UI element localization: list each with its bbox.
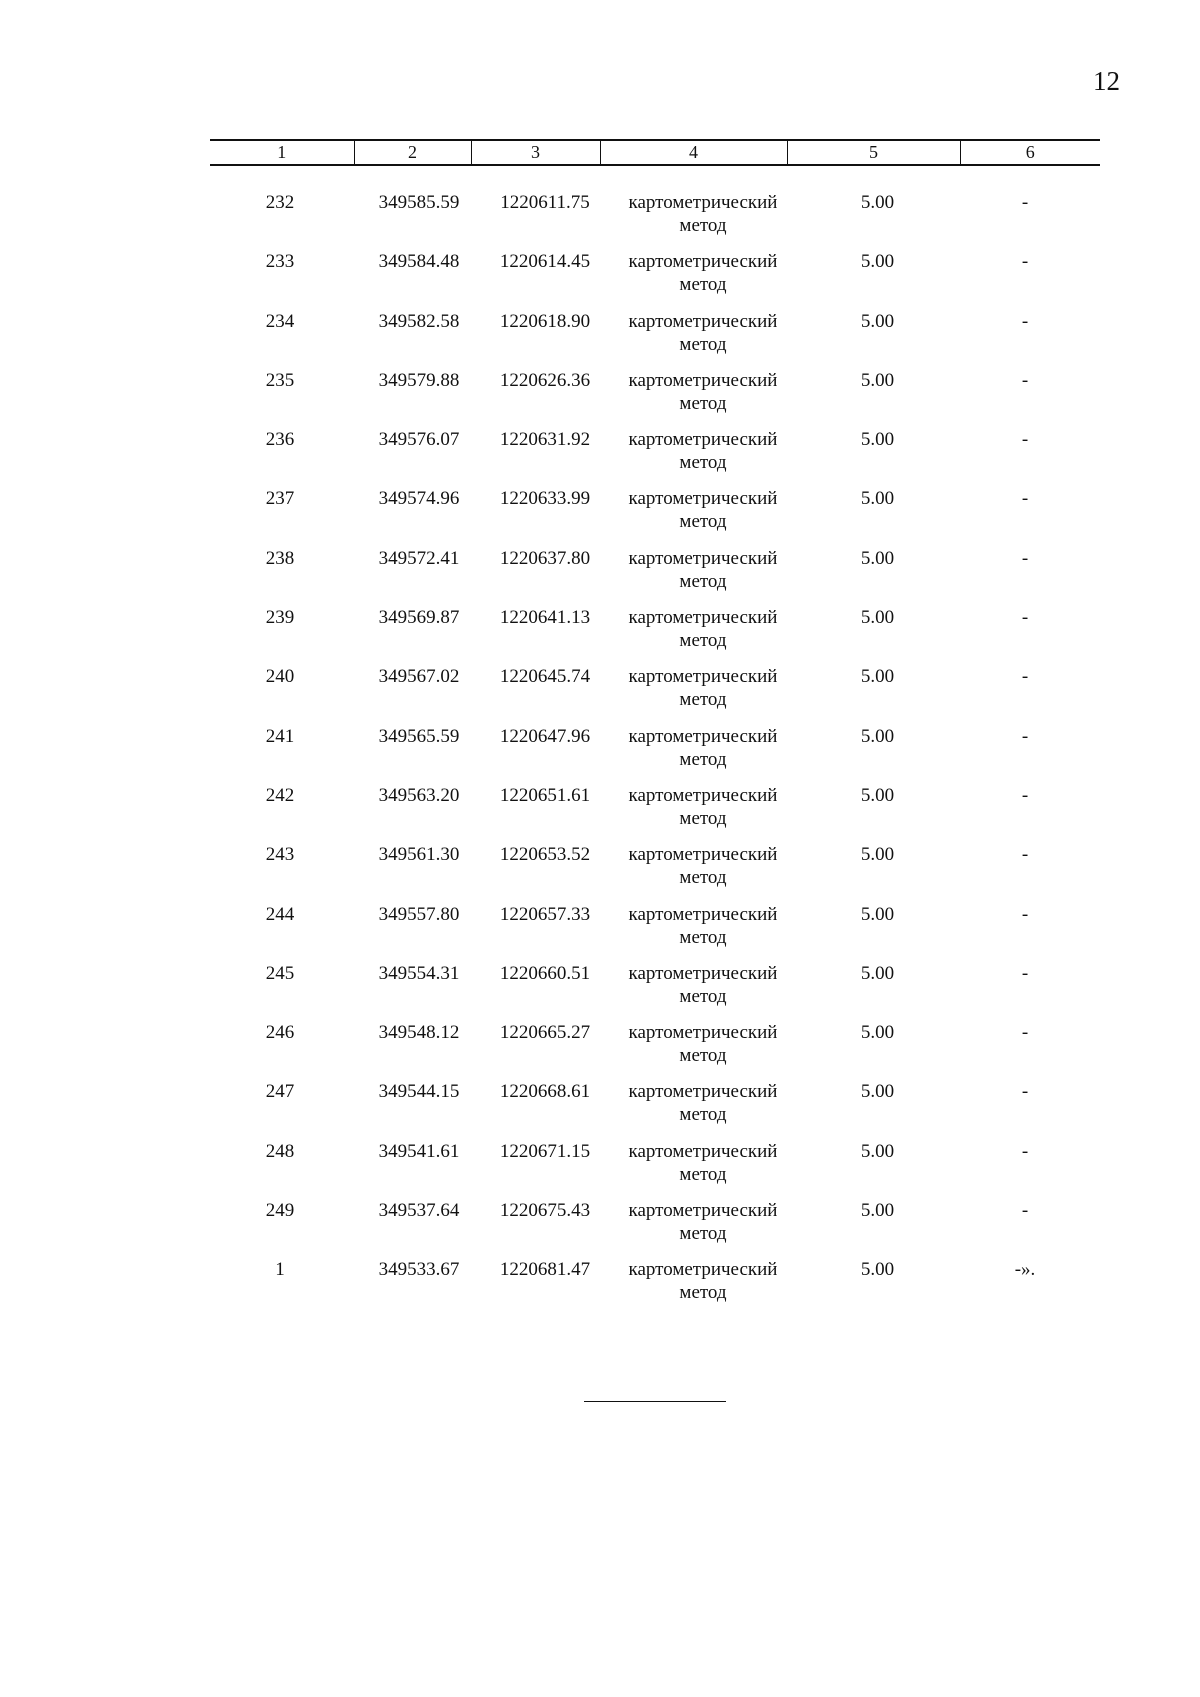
coordinate-x: 349561.30 xyxy=(378,844,460,866)
coordinate-x: 349537.64 xyxy=(378,1200,460,1222)
accuracy: 5.00 xyxy=(860,607,895,629)
coordinate-x: 349572.41 xyxy=(378,547,460,569)
note: - xyxy=(1021,844,1029,866)
point-number: 238 xyxy=(265,547,295,569)
note: - xyxy=(1021,488,1029,510)
method-line-2: метод xyxy=(679,985,727,1007)
note: - xyxy=(1021,784,1029,806)
table-row xyxy=(210,310,1100,369)
coordinate-x: 349565.59 xyxy=(378,725,460,747)
method-line-1: картометрический xyxy=(628,251,778,273)
point-number: 239 xyxy=(265,607,295,629)
table-row xyxy=(210,191,1100,250)
point-number: 248 xyxy=(265,1140,295,1162)
method-line-1: картометрический xyxy=(628,903,778,925)
header-row xyxy=(210,140,1100,165)
method-line-2: метод xyxy=(679,807,727,829)
coordinate-x: 349584.48 xyxy=(378,251,460,273)
coordinate-y: 1220618.90 xyxy=(499,310,591,332)
coordinate-x: 349567.02 xyxy=(378,666,460,688)
point-number: 245 xyxy=(265,962,295,984)
method-line-1: картометрический xyxy=(628,429,778,451)
point-number: 240 xyxy=(265,666,295,688)
coordinate-y: 1220651.61 xyxy=(499,784,591,806)
method-line-1: картометрический xyxy=(628,666,778,688)
accuracy: 5.00 xyxy=(860,429,895,451)
table-row xyxy=(210,843,1100,902)
coordinate-y: 1220653.52 xyxy=(499,844,591,866)
point-number: 234 xyxy=(265,310,295,332)
method xyxy=(603,843,803,889)
note: - xyxy=(1021,903,1029,925)
point-number: 246 xyxy=(265,1022,295,1044)
point-number: 1 xyxy=(275,1259,285,1281)
table-body xyxy=(210,191,1100,1318)
accuracy: 5.00 xyxy=(860,1140,895,1162)
coordinate-x: 349548.12 xyxy=(378,1022,460,1044)
coordinate-x: 349563.20 xyxy=(378,784,460,806)
coordinate-x: 349554.31 xyxy=(378,962,460,984)
point-number: 243 xyxy=(265,844,295,866)
accuracy: 5.00 xyxy=(860,1200,895,1222)
note: - xyxy=(1021,1140,1029,1162)
table-row xyxy=(210,1199,1100,1258)
method-line-2: метод xyxy=(679,511,727,533)
coordinate-y: 1220665.27 xyxy=(499,1022,591,1044)
method xyxy=(603,1021,803,1067)
method-line-1: картометрический xyxy=(628,607,778,629)
accuracy: 5.00 xyxy=(860,1081,895,1103)
method-line-2: метод xyxy=(679,926,727,948)
coordinate-y: 1220657.33 xyxy=(499,903,591,925)
table-header xyxy=(210,139,1100,166)
method-line-2: метод xyxy=(679,630,727,652)
method-line-2: метод xyxy=(679,392,727,414)
method-line-2: метод xyxy=(679,1045,727,1067)
method-line-1: картометрический xyxy=(628,1200,778,1222)
note: - xyxy=(1021,192,1029,213)
method xyxy=(603,665,803,711)
coordinate-y: 1220633.99 xyxy=(499,488,591,510)
coordinate-y: 1220681.47 xyxy=(499,1259,591,1281)
accuracy: 5.00 xyxy=(860,784,895,806)
method-line-2: метод xyxy=(679,1223,727,1245)
coordinate-x: 349557.80 xyxy=(378,903,460,925)
method xyxy=(603,784,803,830)
point-number: 236 xyxy=(265,429,295,451)
method xyxy=(603,547,803,593)
method-line-2: метод xyxy=(679,748,727,770)
note: - xyxy=(1021,429,1029,451)
method xyxy=(603,1140,803,1186)
method-line-1: картометрический xyxy=(628,1022,778,1044)
method-line-2: метод xyxy=(679,452,727,474)
method-line-2: метод xyxy=(679,1163,727,1185)
note: - xyxy=(1021,1022,1029,1044)
coordinate-y: 1220668.61 xyxy=(499,1081,591,1103)
point-number: 237 xyxy=(265,488,295,510)
accuracy: 5.00 xyxy=(860,1022,895,1044)
method xyxy=(603,487,803,533)
point-number: 232 xyxy=(265,192,295,213)
coordinate-y: 1220645.74 xyxy=(499,666,591,688)
accuracy: 5.00 xyxy=(860,310,895,332)
coordinate-y: 1220631.92 xyxy=(499,429,591,451)
method-line-2: метод xyxy=(679,689,727,711)
table-row xyxy=(210,784,1100,843)
coordinate-y: 1220614.45 xyxy=(499,251,591,273)
method-line-1: картометрический xyxy=(628,725,778,747)
method-line-1: картометрический xyxy=(628,962,778,984)
accuracy: 5.00 xyxy=(860,962,895,984)
method-line-1: картометрический xyxy=(628,844,778,866)
coordinate-y: 1220626.36 xyxy=(499,369,591,391)
method xyxy=(603,725,803,771)
method-line-1: картометрический xyxy=(628,488,778,510)
table-row xyxy=(210,428,1100,487)
column-header-3: 3 xyxy=(471,140,600,165)
page-number: 12 xyxy=(1093,66,1120,96)
method xyxy=(603,903,803,949)
method-line-1: картометрический xyxy=(628,784,778,806)
method-line-2: метод xyxy=(679,1282,727,1304)
method xyxy=(603,250,803,296)
point-number: 235 xyxy=(265,369,295,391)
table-row xyxy=(210,962,1100,1021)
column-header-1: 1 xyxy=(210,140,354,165)
accuracy: 5.00 xyxy=(860,488,895,510)
method xyxy=(603,1258,803,1304)
method-line-1: картометрический xyxy=(628,310,778,332)
table-row xyxy=(210,665,1100,724)
coordinate-x: 349585.59 xyxy=(378,192,460,213)
method-line-1: картометрический xyxy=(628,547,778,569)
note: -». xyxy=(1014,1259,1036,1281)
table-row xyxy=(210,725,1100,784)
column-header-5: 5 xyxy=(787,140,960,165)
method xyxy=(603,428,803,474)
method-line-2: метод xyxy=(679,333,727,355)
method-line-1: картометрический xyxy=(628,1140,778,1162)
coordinate-x: 349579.88 xyxy=(378,369,460,391)
method-line-1: картометрический xyxy=(628,192,778,213)
note: - xyxy=(1021,369,1029,391)
table-row xyxy=(210,547,1100,606)
note: - xyxy=(1021,547,1029,569)
coordinate-y: 1220671.15 xyxy=(499,1140,591,1162)
coordinate-x: 349576.07 xyxy=(378,429,460,451)
note: - xyxy=(1021,1200,1029,1222)
table-row xyxy=(210,1258,1100,1317)
method xyxy=(603,962,803,1008)
coordinate-y: 1220637.80 xyxy=(499,547,591,569)
method xyxy=(603,191,803,237)
point-number: 249 xyxy=(265,1200,295,1222)
method xyxy=(603,310,803,356)
method-line-1: картометрический xyxy=(628,369,778,391)
column-header-6: 6 xyxy=(960,140,1100,165)
accuracy: 5.00 xyxy=(860,666,895,688)
coordinate-y: 1220647.96 xyxy=(499,725,591,747)
method xyxy=(603,606,803,652)
table-row xyxy=(210,1140,1100,1199)
point-number: 244 xyxy=(265,903,295,925)
method-line-2: метод xyxy=(679,215,727,236)
accuracy: 5.00 xyxy=(860,725,895,747)
table-row xyxy=(210,606,1100,665)
method-line-2: метод xyxy=(679,867,727,889)
end-divider xyxy=(584,1401,726,1402)
coordinate-x: 349569.87 xyxy=(378,607,460,629)
coordinate-x: 349544.15 xyxy=(378,1081,460,1103)
coordinate-y: 1220641.13 xyxy=(499,607,591,629)
accuracy: 5.00 xyxy=(860,844,895,866)
note: - xyxy=(1021,607,1029,629)
note: - xyxy=(1021,962,1029,984)
method xyxy=(603,1199,803,1245)
coordinate-y: 1220660.51 xyxy=(499,962,591,984)
method-line-1: картометрический xyxy=(628,1259,778,1281)
table-row xyxy=(210,487,1100,546)
column-header-2: 2 xyxy=(354,140,471,165)
method xyxy=(603,369,803,415)
point-number: 241 xyxy=(265,725,295,747)
note: - xyxy=(1021,310,1029,332)
coordinate-y: 1220611.75 xyxy=(500,192,590,213)
method-line-1: картометрический xyxy=(628,1081,778,1103)
table-row xyxy=(210,1080,1100,1139)
coordinate-x: 349582.58 xyxy=(378,310,460,332)
table-row xyxy=(210,369,1100,428)
coordinate-y: 1220675.43 xyxy=(499,1200,591,1222)
table-row xyxy=(210,1021,1100,1080)
table-row xyxy=(210,250,1100,309)
point-number: 242 xyxy=(265,784,295,806)
table-row xyxy=(210,903,1100,962)
method-line-2: метод xyxy=(679,274,727,296)
coordinate-x: 349541.61 xyxy=(378,1140,460,1162)
note: - xyxy=(1021,666,1029,688)
accuracy: 5.00 xyxy=(860,192,895,213)
column-header-4: 4 xyxy=(600,140,787,165)
accuracy: 5.00 xyxy=(860,903,895,925)
accuracy: 5.00 xyxy=(860,251,895,273)
point-number: 233 xyxy=(265,251,295,273)
accuracy: 5.00 xyxy=(860,547,895,569)
method xyxy=(603,1080,803,1126)
method-line-2: метод xyxy=(679,570,727,592)
method-line-2: метод xyxy=(679,1104,727,1126)
note: - xyxy=(1021,725,1029,747)
point-number: 247 xyxy=(265,1081,295,1103)
note: - xyxy=(1021,1081,1029,1103)
accuracy: 5.00 xyxy=(860,1259,895,1281)
note: - xyxy=(1021,251,1029,273)
accuracy: 5.00 xyxy=(860,369,895,391)
coordinate-x: 349533.67 xyxy=(378,1259,460,1281)
coordinate-x: 349574.96 xyxy=(378,488,460,510)
